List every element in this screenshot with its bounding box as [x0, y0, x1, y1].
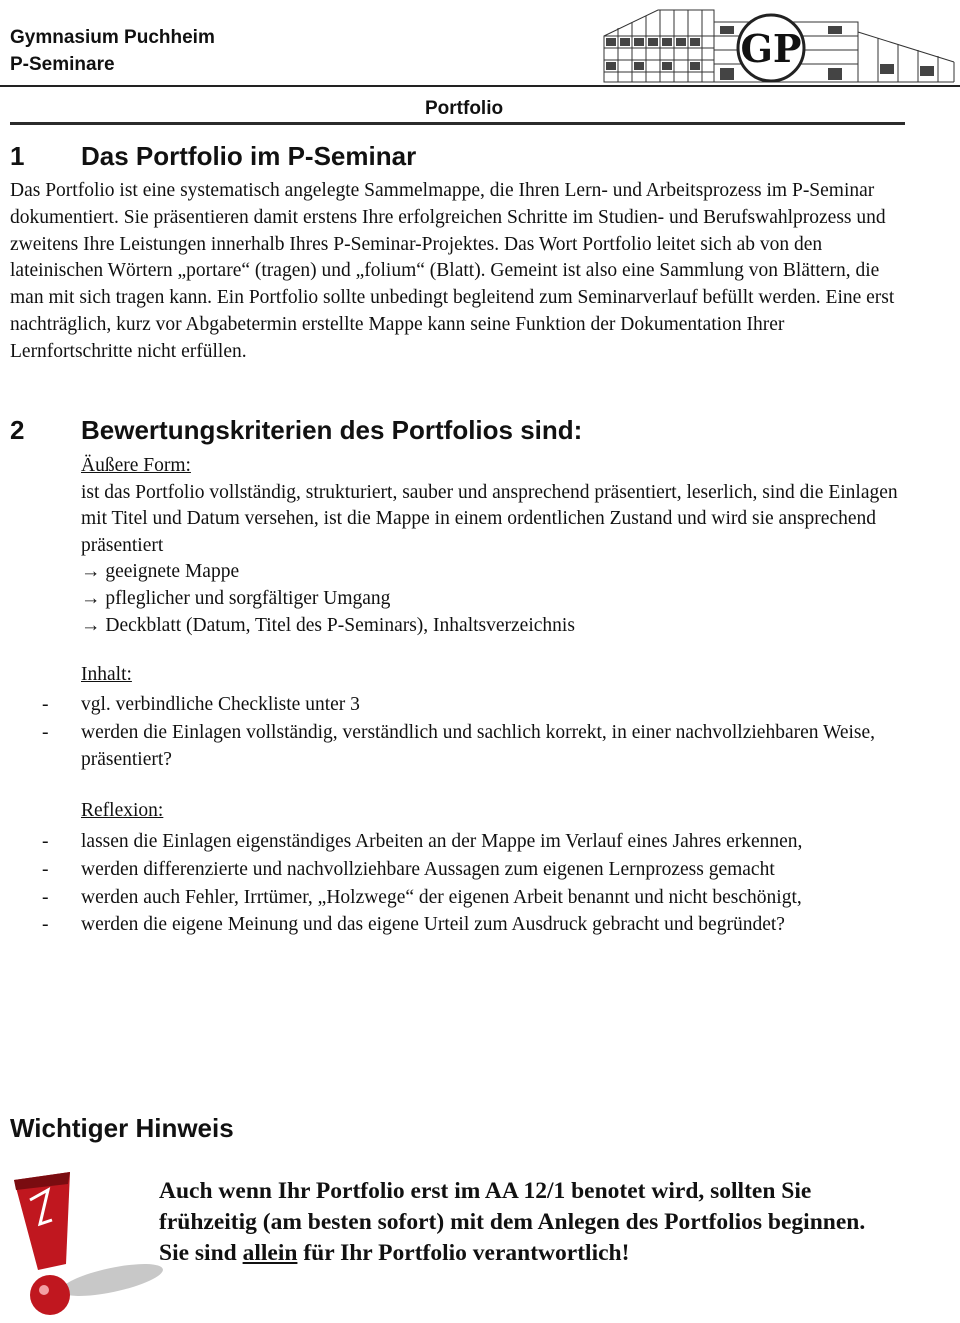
dash-bullet: -	[42, 858, 49, 880]
form-text: ist das Portfolio vollständig, strukturiert, sauber und ansprechend präsentiert, leserlich, sind die Einlagen mit Titel und Datum versehen, ist die Mappe in einem ordentlichen Zustand und wird sie ansprechend präsentiert	[81, 481, 898, 556]
hint-heading: Wichtiger Hinweis	[10, 1113, 234, 1143]
dash-bullet: -	[42, 886, 49, 908]
arrow-icon: →	[81, 614, 101, 636]
header-divider	[0, 85, 960, 87]
list-item: - werden die eigene Meinung und das eigene Urteil zum Ausdruck gebracht und begründet?	[0, 912, 901, 939]
arrow-icon: →	[81, 587, 101, 609]
dash-bullet: -	[42, 721, 49, 743]
content-heading: Inhalt:	[81, 664, 132, 685]
dash-bullet: -	[42, 914, 49, 936]
school-logo	[598, 2, 960, 86]
svg-text:GP: GP	[740, 26, 802, 71]
arrow-item: → geeignete Mappe	[81, 561, 240, 583]
reflection-heading: Reflexion:	[81, 800, 164, 821]
section-title: Bewertungskriterien des Portfolios sind:	[81, 415, 583, 445]
intro-paragraph: Das Portfolio ist eine systematisch angelegte Sammelmappe, die Ihren Lern- und Arbeitsprozess im P-Seminar dokumentiert. Sie präsentieren damit erstens Ihre erfolgreichen Schritte im Studien- und Berufswahlprozess und zweitens Ihre Leistungen innerhalb Ihres P-Seminar-Projektes. Das Wort Portfolio leitet sich ab von den lateinischen Wörtern „portare“ (tragen) und „folium“ (Blatt). Gemeint ist also eine Sammlung von Blättern, die man mit sich tragen kann. Ein Portfolio sollte unbedingt begleitend zum Seminarverlauf befüllt werden. Eine erst nachträglich, kurz vor Abgabetermin erstellte Mappe kann seine Funktion der Dokumentation Ihrer Lernfortschritte nicht erfüllen.	[10, 180, 895, 362]
section-2-heading	[10, 415, 582, 446]
arrow-item: → pfleglicher und sorgfältiger Umgang	[81, 587, 391, 609]
content-list	[0, 692, 960, 774]
document-type: Portfolio	[425, 98, 504, 119]
exclamation-icon	[8, 1170, 168, 1320]
list-item: - werden auch Fehler, Irrtümer, „Holzwege“ der eigenen Arbeit benannt und nicht beschönigt,	[0, 885, 901, 912]
school-header	[10, 24, 215, 78]
list-item: - lassen die Einlagen eigenständiges Arbeiten an der Mappe im Verlauf eines Jahres erkennen,	[0, 829, 901, 856]
list-item: - vgl. verbindliche Checkliste unter 3	[0, 692, 901, 719]
course-name: P-Seminare	[10, 54, 115, 75]
title-divider	[10, 122, 905, 125]
section-number: 1	[10, 141, 25, 171]
hint-text: Auch wenn Ihr Portfolio erst im AA 12/1 benotet wird, sollten Sie frühzeitig (am besten sofort) mit dem Anlegen des Portfolios beginnen. Sie sind allein für Ihr Portfolio verantwortlich!	[159, 1178, 866, 1266]
list-item: - werden die Einlagen vollständig, verständlich und sachlich korrekt, in einer nachvollziehbaren Weise, präsentiert?	[42, 721, 876, 770]
form-criteria	[81, 453, 921, 639]
list-item: - werden differenzierte und nachvollziehbare Aussagen zum eigenen Lernprozess gemacht	[0, 857, 901, 884]
arrow-item: → Deckblatt (Datum, Titel des P-Seminars), Inhaltsverzeichnis	[81, 614, 575, 636]
arrow-icon: →	[81, 561, 101, 583]
dash-bullet: -	[42, 831, 49, 852]
emphasis-allein: allein	[242, 1240, 298, 1266]
reflection-list	[0, 829, 960, 940]
dash-bullet: -	[42, 694, 49, 715]
section-1-heading	[10, 141, 416, 172]
form-heading: Äußere Form:	[81, 455, 191, 476]
section-title: Das Portfolio im P-Seminar	[81, 141, 417, 171]
section-number: 2	[10, 415, 25, 445]
school-name: Gymnasium Puchheim	[10, 27, 215, 48]
